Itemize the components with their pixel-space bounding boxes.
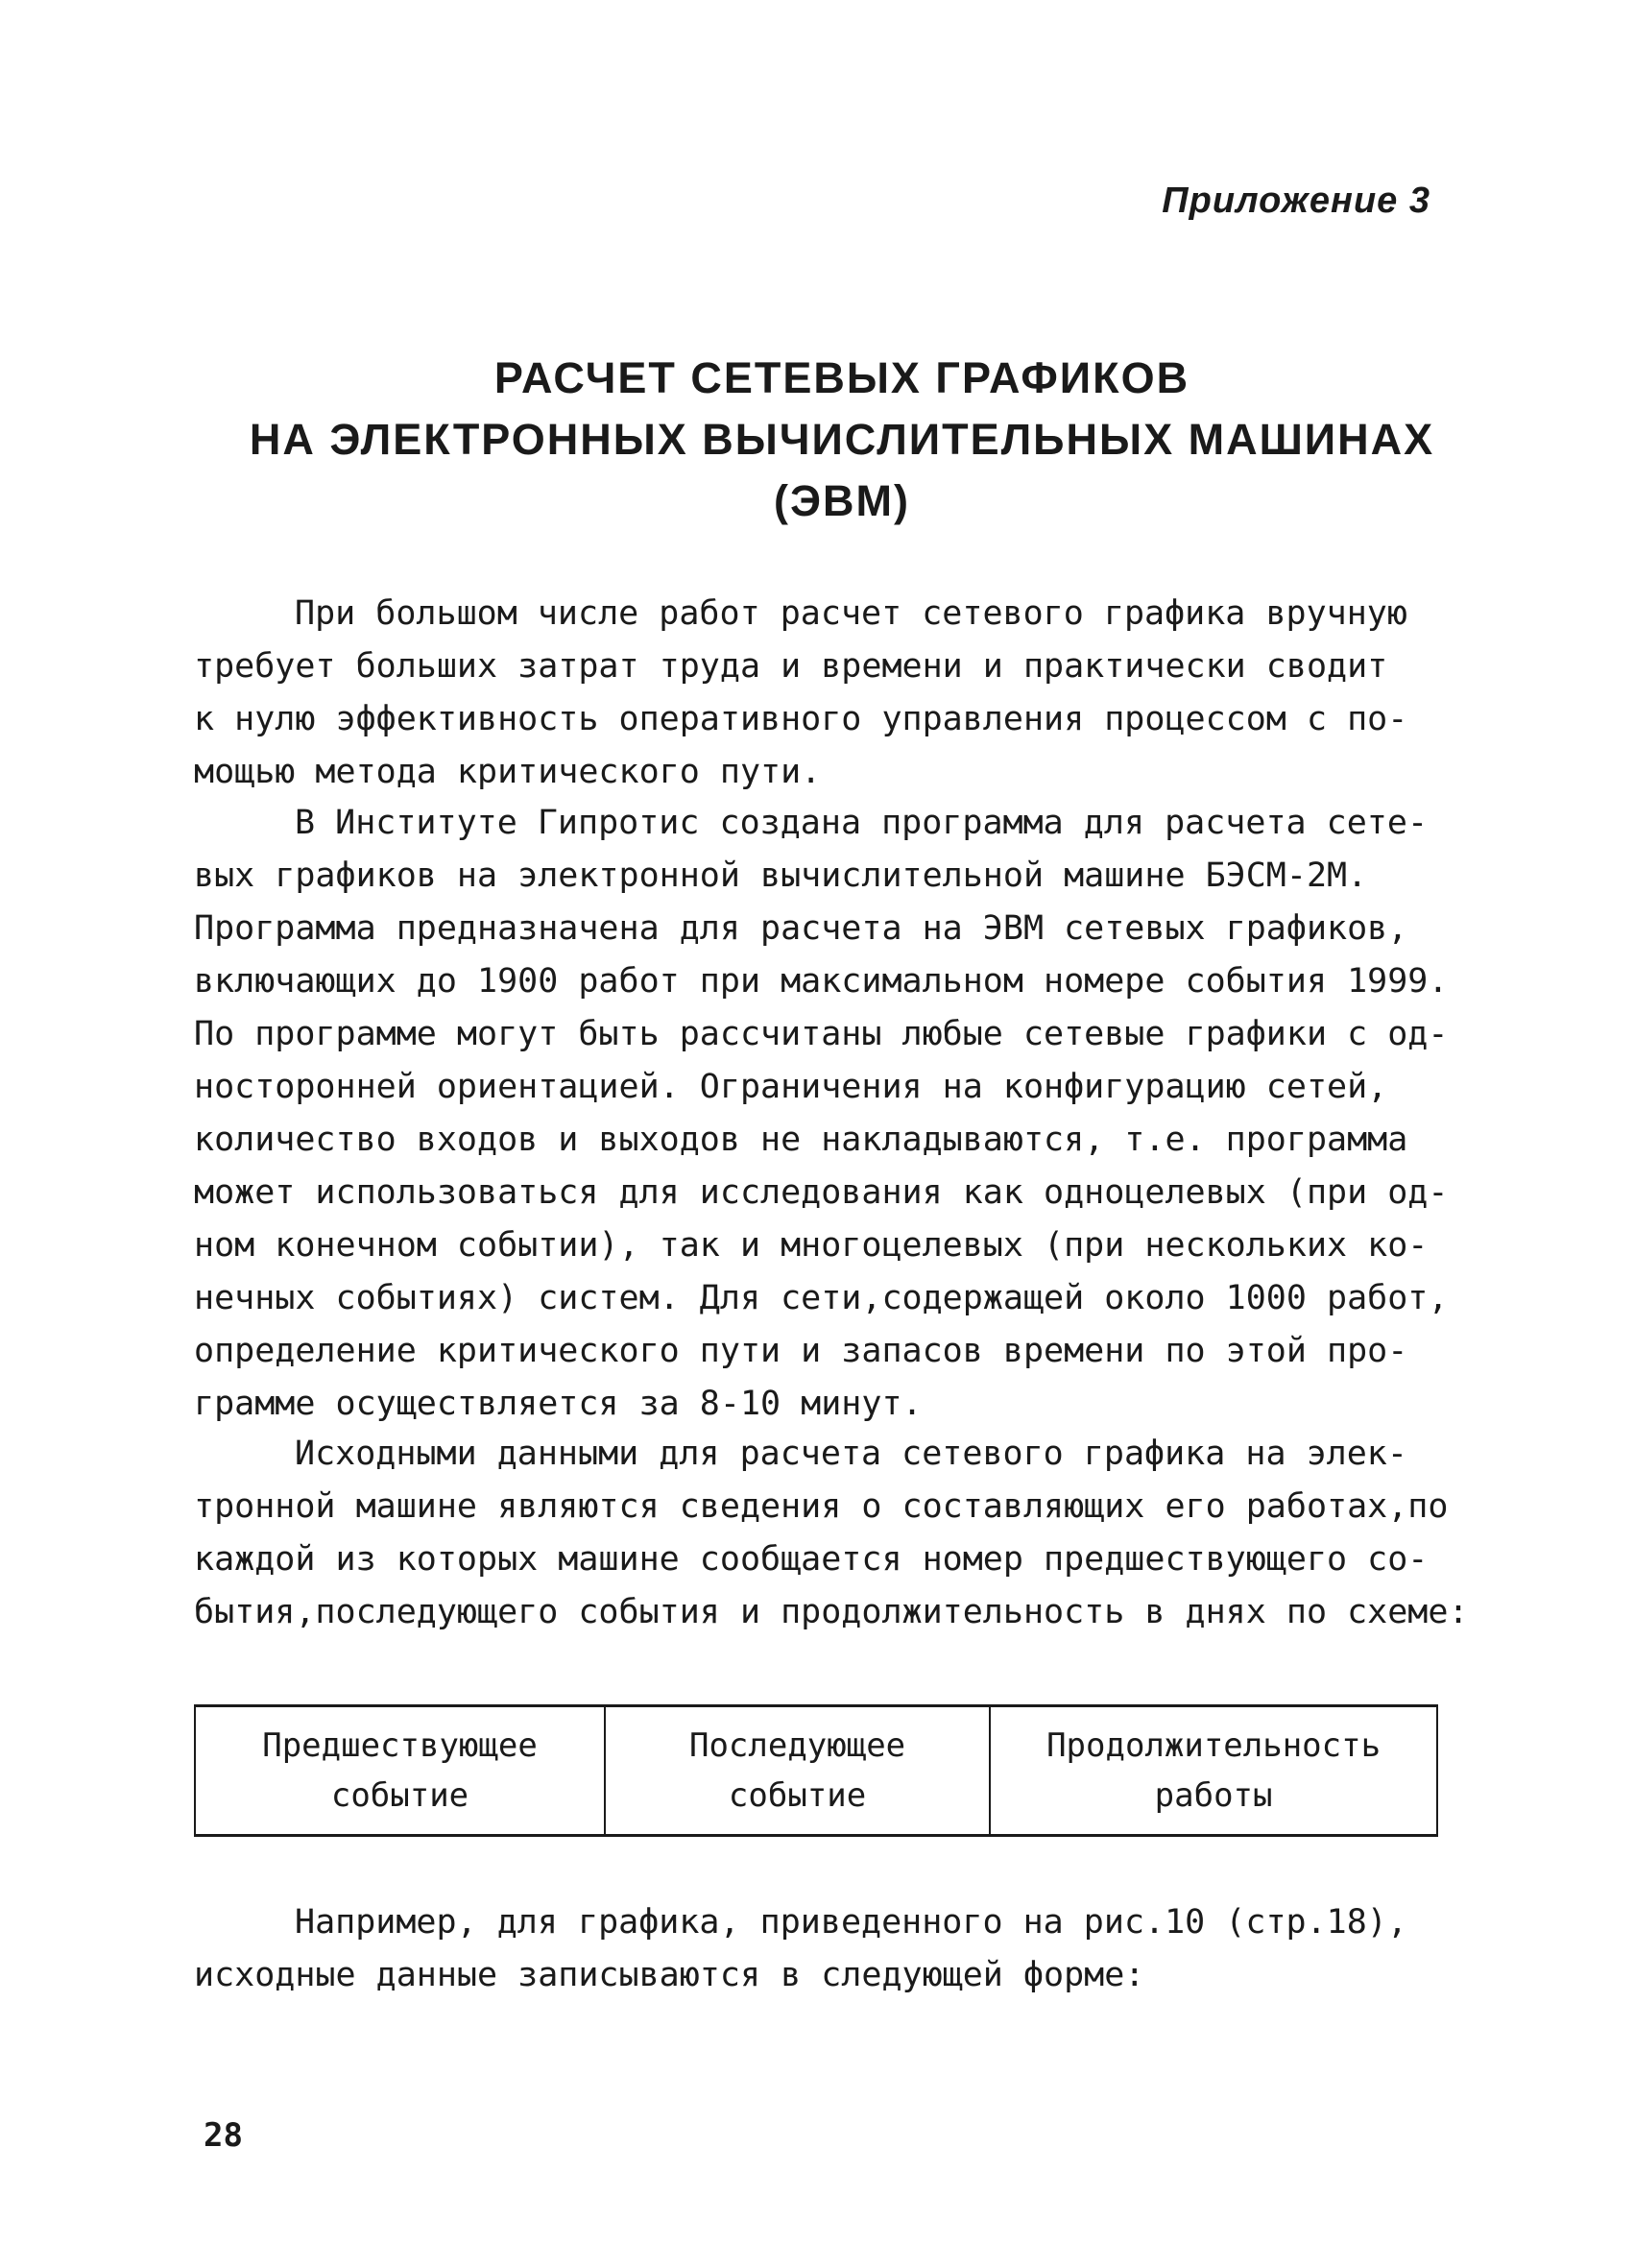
cell-line: Последующее [688,1726,906,1765]
document-title [0,348,1634,532]
schema-cell-preceding-event [195,1706,605,1836]
text-line: Исходными данными для расчета сетевого графика на элек- [295,1435,1407,1473]
page-number: 28 [204,2116,243,2155]
title-line-3: (ЭВМ) [774,476,910,525]
cell-line: работы [1154,1776,1273,1815]
text-line: нечных событиях) систем. Для сети,содержащей около 1000 работ, [194,1279,1449,1317]
text-line: грамме осуществляется за 8-10 минут. [194,1385,923,1423]
appendix-label: Приложение 3 [1162,181,1430,221]
title-line-1: РАСЧЕТ СЕТЕВЫХ ГРАФИКОВ [493,353,1190,402]
cell-line: Предшествующее [262,1726,538,1765]
text-line: к нулю эффективность оперативного управления процессом с по- [194,700,1408,738]
text-line: может использоваться для исследования как одноцелевых (при од- [194,1173,1449,1212]
title-line-2: НА ЭЛЕКТРОННЫХ ВЫЧИСЛИТЕЛЬНЫХ МАШИНАХ [249,415,1435,464]
cell-line: Продолжительность [1046,1726,1382,1765]
text-line: носторонней ориентацией. Ограничения на конфигурацию сетей, [194,1068,1388,1106]
text-line: требует больших затрат труда и времени и практически сводит [194,647,1388,686]
text-line: каждой из которых машине сообщается номер предшествующего со- [194,1540,1429,1579]
text-line: В Институте Гипротис создана программа для расчета сете- [295,804,1429,842]
schema-cell-duration [990,1706,1437,1836]
text-line: бытия,последующего события и продолжительность в днях по схеме: [194,1593,1469,1631]
schema-cell-following-event [605,1706,990,1836]
text-line: мощью метода критического пути. [194,753,822,791]
text-line: По программе могут быть рассчитаны любые сетевые графики с од- [194,1015,1449,1053]
cell-line: событие [728,1776,867,1815]
text-line: При большом числе работ расчет сетевого графика вручную [295,594,1407,633]
text-line: Программа предназначена для расчета на ЭВМ сетевых графиков, [194,909,1408,948]
text-line: количество входов и выходов не накладываются, т.е. программа [194,1121,1408,1159]
text-line: ном конечном событии), так и многоцелевых (при нескольких ко- [194,1226,1429,1265]
text-line: включающих до 1900 работ при максимальном номере события 1999. [194,962,1449,1001]
text-line: Например, для графика, приведенного на рис.10 (стр.18), [295,1903,1407,1942]
cell-line: событие [330,1776,469,1815]
text-line: вых графиков на электронной вычислительной машине БЭСМ-2М. [194,857,1368,895]
paragraph-intro [194,588,1432,799]
schema-table [194,1704,1438,1837]
text-line: тронной машине являются сведения о составляющих его работах,по [194,1487,1449,1526]
paragraph-program [194,797,1449,1431]
paragraph-input-data [194,1428,1469,1639]
table-row [195,1706,1437,1836]
paragraph-example [194,1896,1432,2002]
text-line: исходные данные записываются в следующей форме: [194,1956,1145,1994]
text-line: определение критического пути и запасов времени по этой про- [194,1332,1408,1370]
